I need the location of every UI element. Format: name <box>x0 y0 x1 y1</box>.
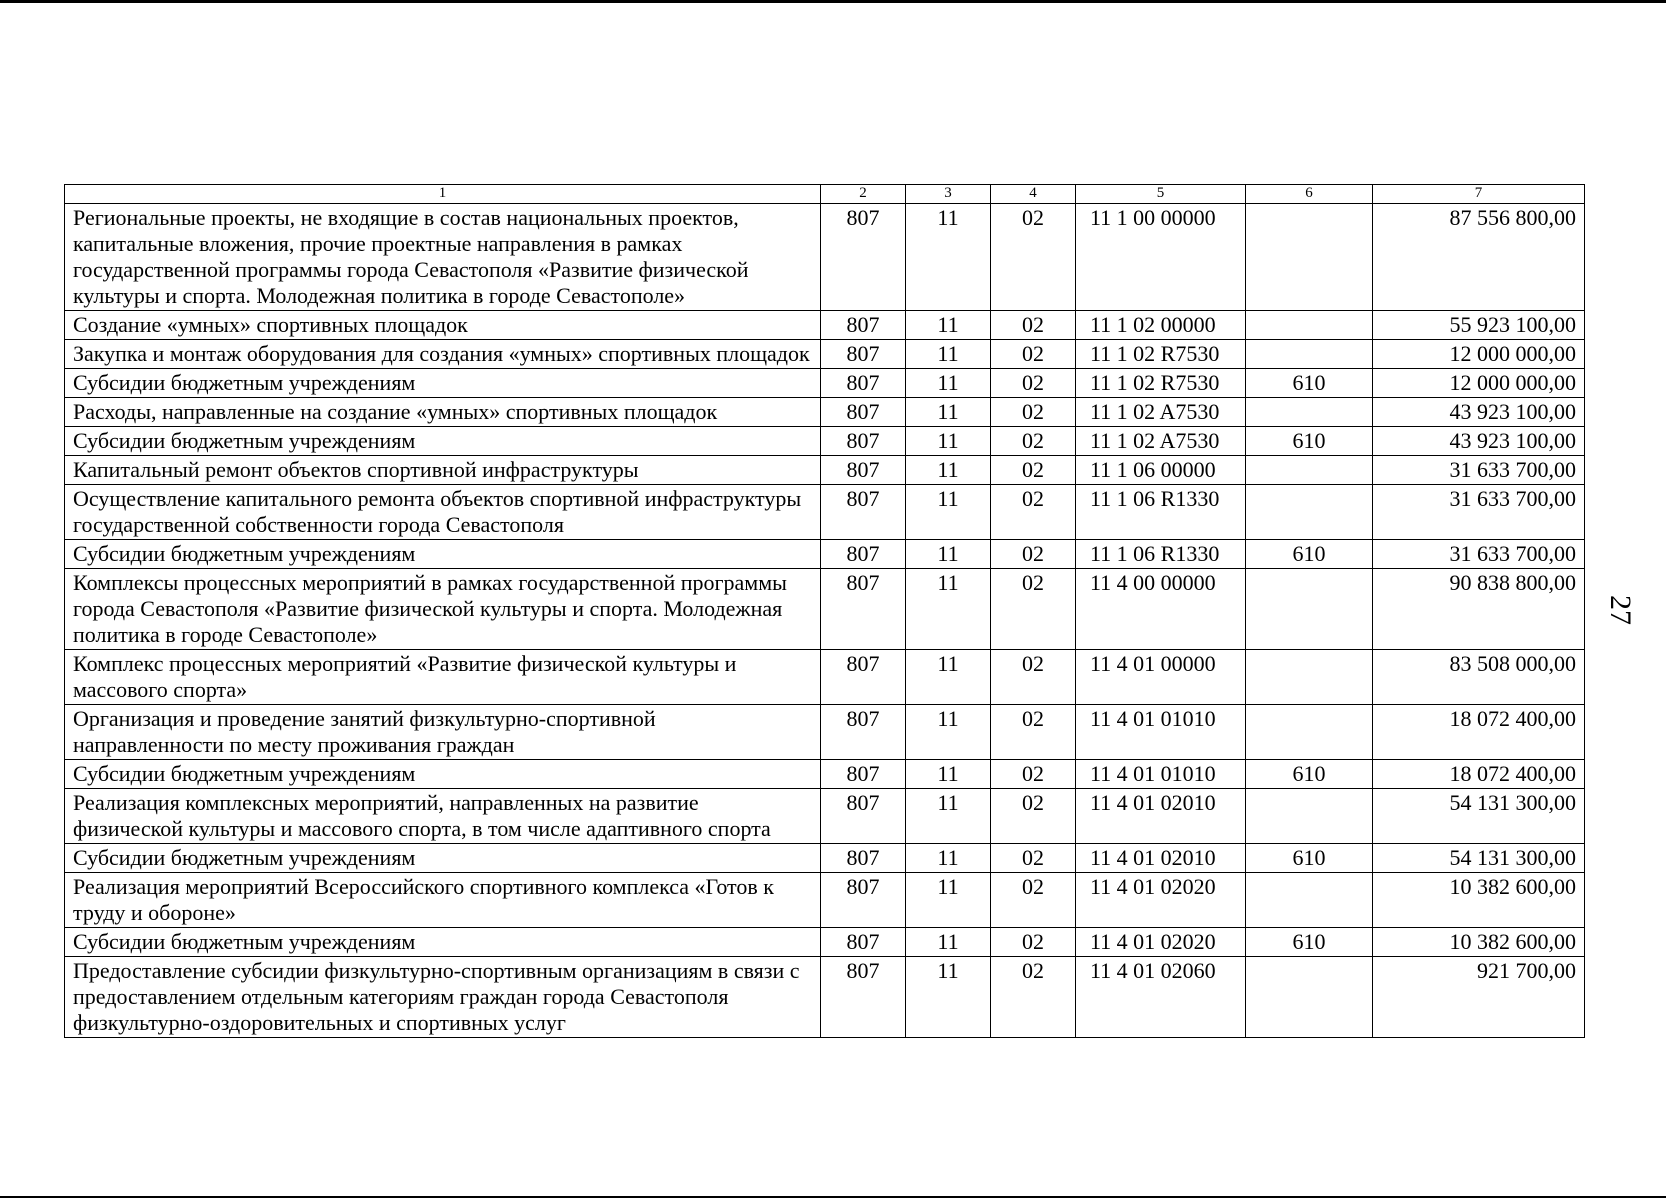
expense-type-cell <box>1246 569 1373 650</box>
amount-cell: 12 000 000,00 <box>1373 340 1585 369</box>
department-code-cell: 807 <box>821 705 906 760</box>
section-code-cell: 11 <box>906 540 991 569</box>
column-number: 6 <box>1246 185 1373 204</box>
section-code-cell: 11 <box>906 928 991 957</box>
department-code-cell: 807 <box>821 398 906 427</box>
target-article-cell: 11 4 01 00000 <box>1076 650 1246 705</box>
expense-name-cell: Субсидии бюджетным учреждениям <box>65 369 821 398</box>
amount-cell: 43 923 100,00 <box>1373 427 1585 456</box>
expense-name-cell: Закупка и монтаж оборудования для создания «умных» спортивных площадок <box>65 340 821 369</box>
expense-name-cell: Капитальный ремонт объектов спортивной инфраструктуры <box>65 456 821 485</box>
section-code-cell: 11 <box>906 398 991 427</box>
target-article-cell: 11 1 02 R7530 <box>1076 369 1246 398</box>
amount-cell: 18 072 400,00 <box>1373 705 1585 760</box>
column-number: 1 <box>65 185 821 204</box>
section-code-cell: 11 <box>906 369 991 398</box>
expense-name-cell: Субсидии бюджетным учреждениям <box>65 844 821 873</box>
table-row <box>65 485 1585 540</box>
scan-edge-top <box>0 0 1666 3</box>
section-code-cell: 11 <box>906 650 991 705</box>
scan-edge-bottom <box>0 1196 1666 1198</box>
subsection-code-cell: 02 <box>991 456 1076 485</box>
expense-type-cell <box>1246 311 1373 340</box>
subsection-code-cell: 02 <box>991 540 1076 569</box>
section-code-cell: 11 <box>906 844 991 873</box>
amount-cell: 12 000 000,00 <box>1373 369 1585 398</box>
target-article-cell: 11 1 02 A7530 <box>1076 398 1246 427</box>
table-row <box>65 569 1585 650</box>
department-code-cell: 807 <box>821 844 906 873</box>
department-code-cell: 807 <box>821 456 906 485</box>
department-code-cell: 807 <box>821 369 906 398</box>
table-row <box>65 204 1585 311</box>
table-row <box>65 650 1585 705</box>
department-code-cell: 807 <box>821 427 906 456</box>
column-number: 4 <box>991 185 1076 204</box>
section-code-cell: 11 <box>906 705 991 760</box>
section-code-cell: 11 <box>906 427 991 456</box>
table-row <box>65 789 1585 844</box>
target-article-cell: 11 1 06 R1330 <box>1076 540 1246 569</box>
target-article-cell: 11 4 01 01010 <box>1076 760 1246 789</box>
target-article-cell: 11 1 00 00000 <box>1076 204 1246 311</box>
section-code-cell: 11 <box>906 456 991 485</box>
column-number: 7 <box>1373 185 1585 204</box>
expense-name-cell: Субсидии бюджетным учреждениям <box>65 540 821 569</box>
target-article-cell: 11 4 00 00000 <box>1076 569 1246 650</box>
subsection-code-cell: 02 <box>991 204 1076 311</box>
budget-table-container <box>64 184 1584 1038</box>
department-code-cell: 807 <box>821 311 906 340</box>
department-code-cell: 807 <box>821 957 906 1038</box>
department-code-cell: 807 <box>821 569 906 650</box>
expense-type-cell <box>1246 873 1373 928</box>
table-row <box>65 427 1585 456</box>
column-number-row <box>65 185 1585 204</box>
section-code-cell: 11 <box>906 311 991 340</box>
target-article-cell: 11 1 02 R7530 <box>1076 340 1246 369</box>
column-number: 5 <box>1076 185 1246 204</box>
department-code-cell: 807 <box>821 204 906 311</box>
table-row <box>65 957 1585 1038</box>
target-article-cell: 11 1 06 00000 <box>1076 456 1246 485</box>
table-row <box>65 456 1585 485</box>
section-code-cell: 11 <box>906 340 991 369</box>
amount-cell: 31 633 700,00 <box>1373 485 1585 540</box>
expense-type-cell: 610 <box>1246 928 1373 957</box>
target-article-cell: 11 4 01 01010 <box>1076 705 1246 760</box>
expense-name-cell: Предоставление субсидии физкультурно-спортивным организациям в связи с предоставлением отдельным категориям граждан города Севастополя физкультурно-оздоровительных и спортивных услуг <box>65 957 821 1038</box>
expense-type-cell <box>1246 705 1373 760</box>
expense-name-cell: Комплекс процессных мероприятий «Развитие физической культуры и массового спорта» <box>65 650 821 705</box>
table-row <box>65 760 1585 789</box>
expense-name-cell: Осуществление капитального ремонта объектов спортивной инфраструктуры государственной собственности города Севастополя <box>65 485 821 540</box>
column-number: 3 <box>906 185 991 204</box>
amount-cell: 921 700,00 <box>1373 957 1585 1038</box>
expense-name-cell: Субсидии бюджетным учреждениям <box>65 928 821 957</box>
amount-cell: 10 382 600,00 <box>1373 928 1585 957</box>
amount-cell: 43 923 100,00 <box>1373 398 1585 427</box>
department-code-cell: 807 <box>821 789 906 844</box>
table-row <box>65 705 1585 760</box>
expense-name-cell: Комплексы процессных мероприятий в рамках государственной программы города Севастополя «Развитие физической культуры и спорта. Молодежная политика в городе Севастополе» <box>65 569 821 650</box>
section-code-cell: 11 <box>906 957 991 1038</box>
amount-cell: 54 131 300,00 <box>1373 789 1585 844</box>
subsection-code-cell: 02 <box>991 760 1076 789</box>
subsection-code-cell: 02 <box>991 398 1076 427</box>
subsection-code-cell: 02 <box>991 427 1076 456</box>
expense-type-cell: 610 <box>1246 760 1373 789</box>
subsection-code-cell: 02 <box>991 789 1076 844</box>
section-code-cell: 11 <box>906 873 991 928</box>
subsection-code-cell: 02 <box>991 569 1076 650</box>
target-article-cell: 11 4 01 02020 <box>1076 928 1246 957</box>
table-row <box>65 844 1585 873</box>
subsection-code-cell: 02 <box>991 369 1076 398</box>
expense-type-cell <box>1246 957 1373 1038</box>
expense-type-cell <box>1246 204 1373 311</box>
expense-name-cell: Расходы, направленные на создание «умных» спортивных площадок <box>65 398 821 427</box>
table-row <box>65 398 1585 427</box>
department-code-cell: 807 <box>821 873 906 928</box>
department-code-cell: 807 <box>821 928 906 957</box>
table-row <box>65 873 1585 928</box>
subsection-code-cell: 02 <box>991 485 1076 540</box>
subsection-code-cell: 02 <box>991 311 1076 340</box>
expense-type-cell: 610 <box>1246 369 1373 398</box>
subsection-code-cell: 02 <box>991 650 1076 705</box>
table-row <box>65 340 1585 369</box>
amount-cell: 54 131 300,00 <box>1373 844 1585 873</box>
budget-table <box>64 184 1585 1038</box>
subsection-code-cell: 02 <box>991 928 1076 957</box>
amount-cell: 18 072 400,00 <box>1373 760 1585 789</box>
table-row <box>65 311 1585 340</box>
expense-name-cell: Субсидии бюджетным учреждениям <box>65 760 821 789</box>
department-code-cell: 807 <box>821 760 906 789</box>
table-row <box>65 928 1585 957</box>
subsection-code-cell: 02 <box>991 705 1076 760</box>
table-body <box>65 185 1585 1038</box>
column-number: 2 <box>821 185 906 204</box>
expense-type-cell: 610 <box>1246 844 1373 873</box>
expense-name-cell: Региональные проекты, не входящие в состав национальных проектов, капитальные вложения, прочие проектные направления в рамках государственной программы города Севастополя «Развитие физической культуры и спорта. Молодежная политика в городе Севастополе» <box>65 204 821 311</box>
department-code-cell: 807 <box>821 340 906 369</box>
amount-cell: 31 633 700,00 <box>1373 540 1585 569</box>
page-number: 27 <box>1604 595 1637 625</box>
target-article-cell: 11 1 06 R1330 <box>1076 485 1246 540</box>
expense-name-cell: Создание «умных» спортивных площадок <box>65 311 821 340</box>
table-row <box>65 369 1585 398</box>
amount-cell: 10 382 600,00 <box>1373 873 1585 928</box>
subsection-code-cell: 02 <box>991 957 1076 1038</box>
expense-type-cell <box>1246 789 1373 844</box>
department-code-cell: 807 <box>821 485 906 540</box>
expense-type-cell: 610 <box>1246 427 1373 456</box>
expense-type-cell <box>1246 650 1373 705</box>
department-code-cell: 807 <box>821 650 906 705</box>
expense-name-cell: Реализация мероприятий Всероссийского спортивного комплекса «Готов к труду и обороне» <box>65 873 821 928</box>
target-article-cell: 11 4 01 02010 <box>1076 789 1246 844</box>
amount-cell: 87 556 800,00 <box>1373 204 1585 311</box>
target-article-cell: 11 1 02 00000 <box>1076 311 1246 340</box>
expense-name-cell: Субсидии бюджетным учреждениям <box>65 427 821 456</box>
expense-type-cell <box>1246 456 1373 485</box>
section-code-cell: 11 <box>906 485 991 540</box>
subsection-code-cell: 02 <box>991 873 1076 928</box>
amount-cell: 31 633 700,00 <box>1373 456 1585 485</box>
section-code-cell: 11 <box>906 789 991 844</box>
amount-cell: 90 838 800,00 <box>1373 569 1585 650</box>
expense-name-cell: Реализация комплексных мероприятий, направленных на развитие физической культуры и массового спорта, в том числе адаптивного спорта <box>65 789 821 844</box>
expense-type-cell: 610 <box>1246 540 1373 569</box>
target-article-cell: 11 4 01 02060 <box>1076 957 1246 1038</box>
subsection-code-cell: 02 <box>991 340 1076 369</box>
target-article-cell: 11 1 02 A7530 <box>1076 427 1246 456</box>
target-article-cell: 11 4 01 02020 <box>1076 873 1246 928</box>
department-code-cell: 807 <box>821 540 906 569</box>
amount-cell: 55 923 100,00 <box>1373 311 1585 340</box>
expense-type-cell <box>1246 398 1373 427</box>
amount-cell: 83 508 000,00 <box>1373 650 1585 705</box>
section-code-cell: 11 <box>906 569 991 650</box>
section-code-cell: 11 <box>906 204 991 311</box>
target-article-cell: 11 4 01 02010 <box>1076 844 1246 873</box>
expense-name-cell: Организация и проведение занятий физкультурно-спортивной направленности по месту проживания граждан <box>65 705 821 760</box>
subsection-code-cell: 02 <box>991 844 1076 873</box>
section-code-cell: 11 <box>906 760 991 789</box>
expense-type-cell <box>1246 485 1373 540</box>
table-row <box>65 540 1585 569</box>
expense-type-cell <box>1246 340 1373 369</box>
